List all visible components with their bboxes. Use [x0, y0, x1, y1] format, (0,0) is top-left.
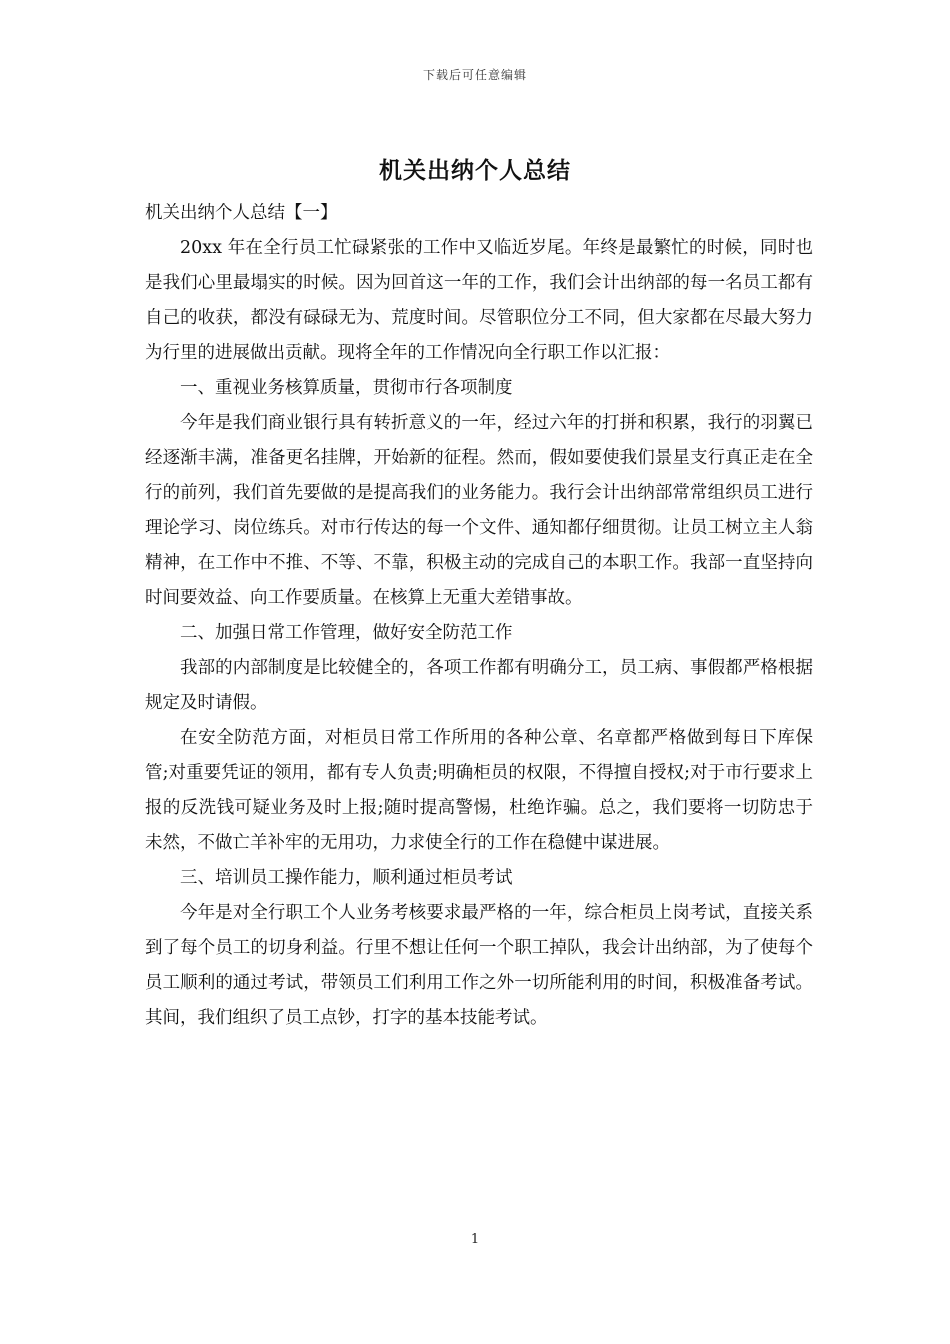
paragraph-section-1: 今年是我们商业银行具有转折意义的一年，经过六年的打拼和积累，我行的羽翼已经逐渐丰满，准备更名挂牌，开始新的征程。然而，假如要使我们景星支行真正走在全行的前列，我们首先要做的是提高我们的业务能力。我行会计出纳部常常组织员工进行理论学习、岗位练兵。对市行传达的每一个文件、通知都仔细贯彻。让员工树立主人翁精神，在工作中不推、不等、不靠，积极主动的完成自己的本职工作。我部一直坚持向时间要效益、向工作要质量。在核算上无重大差错事故。: [145, 413, 813, 608]
section-subtitle: 机关出纳个人总结【一】: [145, 203, 338, 223]
document-body: [145, 196, 813, 1036]
paragraph-section-2a: 我部的内部制度是比较健全的，各项工作都有明确分工，员工病、事假都严格根据规定及时请假。: [145, 658, 813, 713]
section-heading-2: 二、加强日常工作管理，做好安全防范工作: [180, 623, 513, 643]
section-heading-1: 一、重视业务核算质量，贯彻市行各项制度: [180, 378, 513, 398]
paragraph-intro: 20xx 年在全行员工忙碌紧张的工作中又临近岁尾。年终是最繁忙的时候，同时也是我们心里最塌实的时候。因为回首这一年的工作，我们会计出纳部的每一名员工都有自己的收获，都没有碌碌无为、荒度时间。尽管职位分工不同，但大家都在尽最大努力为行里的进展做出贡献。现将全年的工作情况向全行职工作以汇报：: [145, 238, 813, 363]
header-note: 下载后可任意编辑: [422, 68, 527, 82]
page-number: 1: [470, 1232, 480, 1247]
paragraph-section-3: 今年是对全行职工个人业务考核要求最严格的一年，综合柜员上岗考试，直接关系到了每个员工的切身利益。行里不想让任何一个职工掉队，我会计出纳部，为了使每个员工顺利的通过考试，带领员工们利用工作之外一切所能利用的时间，积极准备考试。其间，我们组织了员工点钞，打字的基本技能考试。: [145, 903, 813, 1028]
paragraph-section-2b: 在安全防范方面，对柜员日常工作所用的各种公章、名章都严格做到每日下库保管;对重要凭证的领用，都有专人负责;明确柜员的权限，不得擅自授权;对于市行要求上报的反洗钱可疑业务及时上报;随时提高警惕，杜绝诈骗。总之，我们要将一切防忠于未然，不做亡羊补牢的无用功，力求使全行的工作在稳健中谋进展。: [145, 728, 813, 853]
section-heading-3: 三、培训员工操作能力，顺利通过柜员考试: [180, 868, 513, 888]
document-title: 机关出纳个人总结: [379, 157, 571, 184]
